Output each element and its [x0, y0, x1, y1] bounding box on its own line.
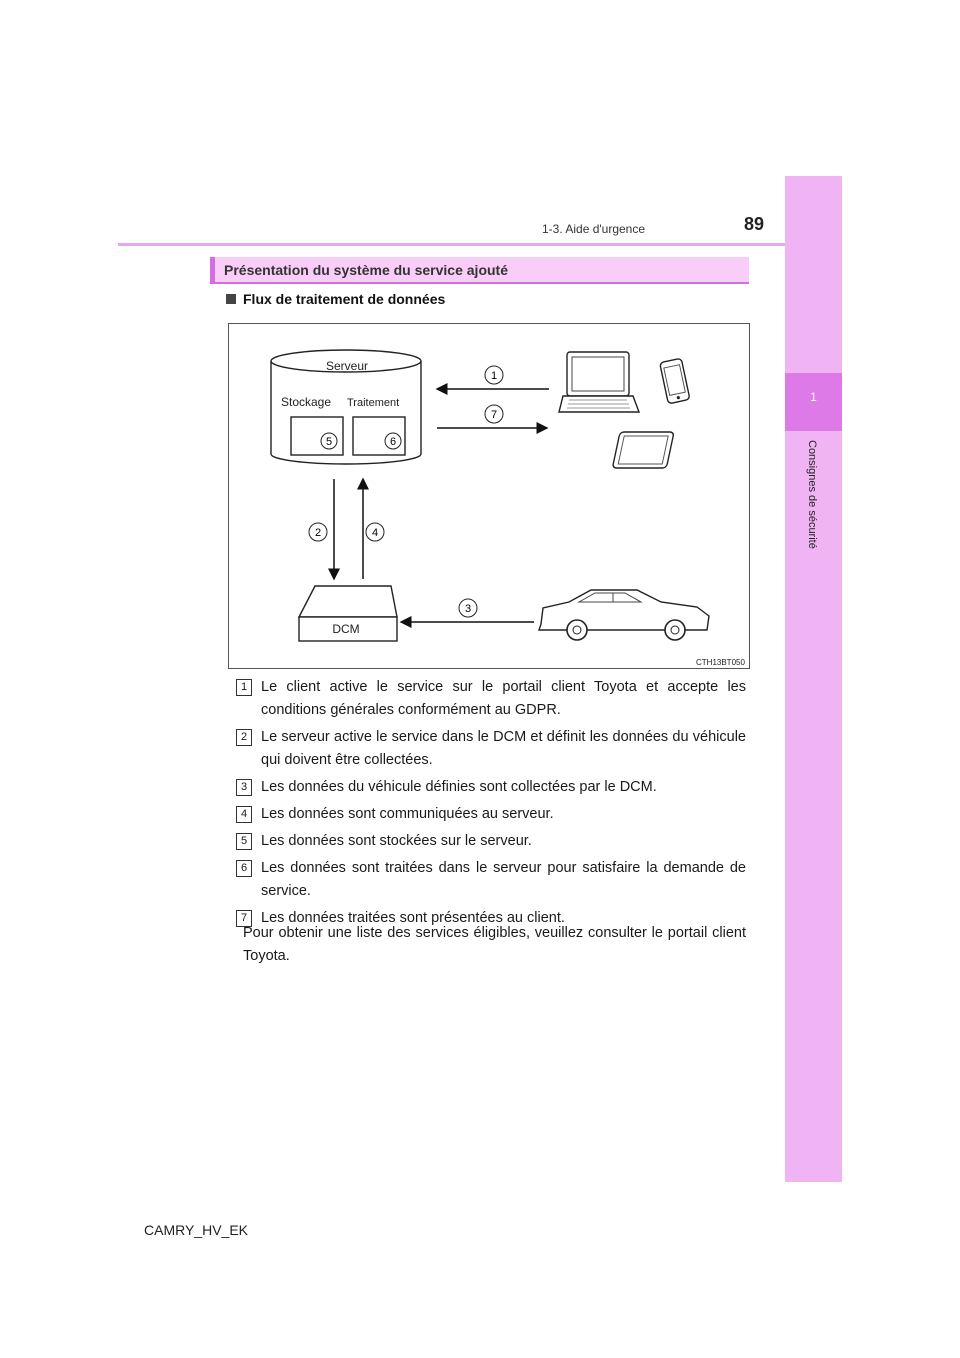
list-item — [236, 830, 746, 853]
callout-7: 7 — [490, 409, 498, 421]
smartphone-icon — [660, 358, 690, 404]
step-text: Le client active le service sur le portail client Toyota et accepte les conditions générales conformément au GDPR. — [261, 679, 746, 718]
step-number: 6 — [236, 860, 252, 877]
laptop-icon — [559, 352, 639, 412]
step-number: 1 — [236, 679, 252, 696]
subheading-text: Flux de traitement de données — [243, 291, 446, 307]
note-paragraph: Pour obtenir une liste des services éligibles, veuillez consulter le portail client Toyota. — [243, 925, 746, 964]
step-text: Le serveur active le service dans le DCM et définit les données du véhicule qui doivent être collectées. — [261, 729, 746, 768]
chapter-title: Consignes de sécurité — [806, 440, 818, 549]
step-number: 2 — [236, 729, 252, 746]
data-flow-figure — [228, 323, 750, 669]
section-title: Présentation du système du service ajouté — [224, 262, 508, 278]
tablet-icon — [612, 432, 674, 468]
subheading — [226, 291, 445, 307]
step-text: Les données traitées sont présentées au client. — [261, 910, 565, 926]
square-bullet-icon — [226, 294, 236, 304]
list-item — [236, 803, 746, 826]
steps-list — [236, 676, 746, 934]
list-item — [236, 726, 746, 772]
callout-1: 1 — [490, 370, 498, 382]
server-label: Serveur — [325, 359, 369, 373]
step-text: Les données sont communiquées au serveur. — [261, 806, 554, 822]
running-head: 1-3. Aide d'urgence — [542, 222, 646, 236]
callout-6: 6 — [389, 436, 397, 448]
car-icon — [539, 590, 709, 640]
callout-2: 2 — [314, 527, 322, 539]
chapter-sidebar — [785, 176, 842, 1182]
callout-5: 5 — [325, 436, 333, 448]
storage-label: Stockage — [281, 395, 332, 409]
step-number: 4 — [236, 806, 252, 823]
list-item — [236, 676, 746, 722]
step-text: Les données sont stockées sur le serveur. — [261, 833, 532, 849]
callout-3: 3 — [464, 603, 472, 615]
step-text: Les données sont traitées dans le serveur pour satisfaire la demande de service. — [261, 860, 746, 899]
step-text: Les données du véhicule définies sont collectées par le DCM. — [261, 779, 657, 795]
header-rule — [118, 243, 785, 246]
footer-model-code: CAMRY_HV_EK — [144, 1222, 249, 1238]
chapter-number: 1 — [810, 390, 817, 404]
step-number: 3 — [236, 779, 252, 796]
list-item — [236, 857, 746, 903]
step-number: 5 — [236, 833, 252, 850]
step-number: 7 — [236, 910, 252, 927]
callout-4: 4 — [371, 527, 379, 539]
list-item — [236, 776, 746, 799]
page-number: 89 — [744, 214, 765, 234]
dcm-label: DCM — [332, 622, 360, 636]
processing-label: Traitement — [347, 397, 400, 409]
figure-code: CTH13BT050 — [696, 658, 745, 667]
